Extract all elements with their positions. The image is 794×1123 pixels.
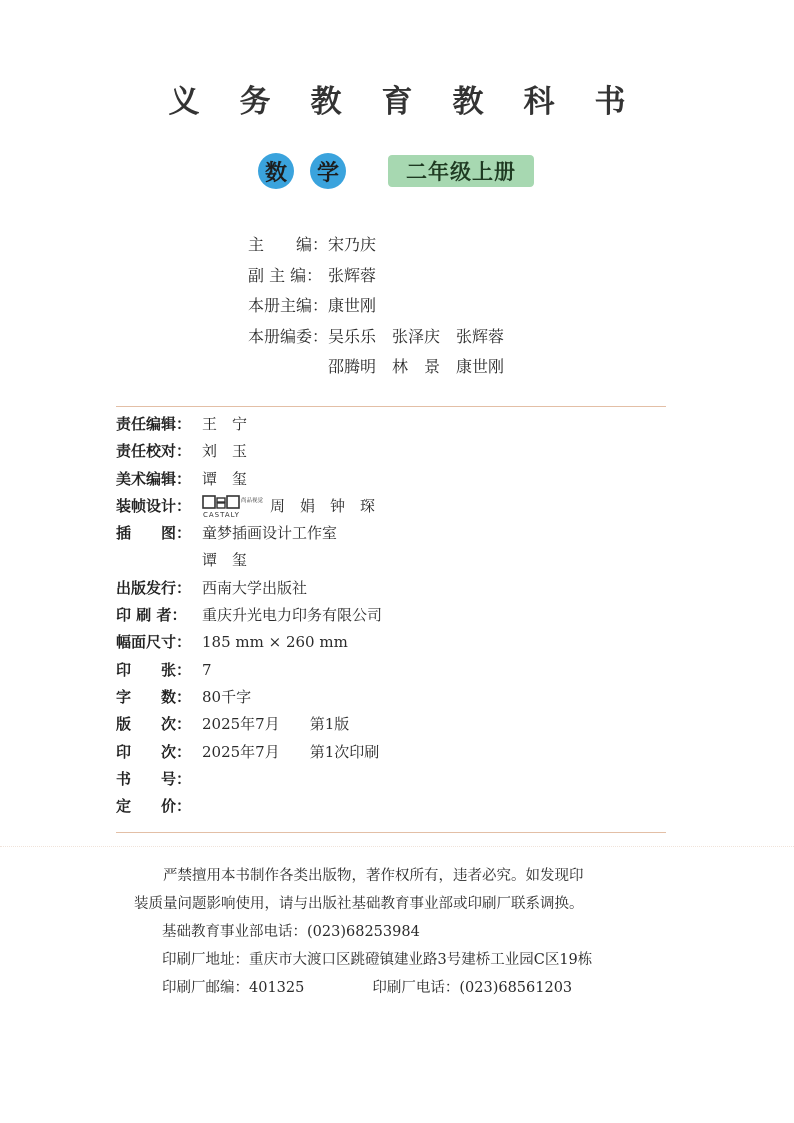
bottom-divider bbox=[116, 832, 666, 833]
credit-label: 装帧设计： bbox=[116, 496, 192, 515]
editor-row bbox=[248, 352, 504, 383]
credit-value: 周 娟 钟 琛 bbox=[270, 496, 376, 515]
editor-label: 本册编委： bbox=[248, 326, 329, 346]
editor-value: 邵腾明 林 景 康世刚 bbox=[328, 357, 505, 376]
printer-phone: 印刷厂电话：(023)68561203 bbox=[372, 980, 573, 996]
credit-label: 出版发行： bbox=[116, 578, 192, 597]
credit-value: 谭 玺 bbox=[202, 551, 248, 570]
credit-label: 定 价： bbox=[116, 797, 192, 816]
credit-row bbox=[116, 684, 676, 711]
grade-badge: 二年级上册 bbox=[388, 155, 534, 187]
credit-value: 谭 玺 bbox=[202, 469, 248, 488]
credit-label: 印 张： bbox=[116, 660, 192, 679]
credit-label: 字 数： bbox=[116, 687, 192, 706]
credit-label: 责任编辑： bbox=[116, 415, 192, 433]
credit-row bbox=[116, 793, 676, 820]
credit-row bbox=[116, 466, 676, 493]
credit-value: 重庆升光电力印务有限公司 bbox=[202, 606, 383, 625]
printer-address: 印刷厂地址：重庆市大渡口区跳磴镇建业路3号建桥工业园C区19栋 bbox=[162, 952, 593, 968]
credit-label: 印 刷 者： bbox=[116, 606, 187, 625]
editor-value: 康世刚 bbox=[328, 296, 377, 315]
credit-row bbox=[116, 411, 676, 438]
credit-label: 书 号： bbox=[116, 769, 192, 788]
editor-row bbox=[248, 322, 504, 353]
credit-label: 版 次： bbox=[116, 715, 192, 734]
credit-value: 王 宁 bbox=[202, 415, 248, 433]
editors-list bbox=[248, 230, 504, 383]
credit-value: 2025年7月 第1次印刷 bbox=[202, 742, 380, 761]
notice-line-1: 严禁擅用本书制作各类出版物，著作权所有，违者必究。如发现印 bbox=[163, 868, 584, 884]
credit-value: 西南大学出版社 bbox=[202, 578, 308, 597]
editor-value: 张辉蓉 bbox=[328, 265, 377, 285]
editor-row bbox=[248, 261, 504, 292]
credit-label: 幅面尺寸： bbox=[116, 633, 192, 652]
credit-label: 责任校对： bbox=[116, 442, 192, 461]
credit-value: 7 bbox=[202, 660, 212, 679]
notice-line-2: 装质量问题影响使用，请与出版社基础教育事业部或印刷厂联系调换。 bbox=[134, 896, 584, 912]
subject-char-1: 数 bbox=[258, 153, 294, 189]
credit-row bbox=[116, 602, 676, 629]
logo-text-bottom: CASTALY bbox=[203, 510, 240, 519]
editor-row bbox=[248, 230, 504, 261]
copyright-notice bbox=[134, 862, 664, 1002]
editor-label: 本册主编： bbox=[248, 296, 329, 315]
credit-label: 美术编辑： bbox=[116, 469, 192, 488]
credit-row bbox=[116, 766, 676, 793]
credit-row bbox=[116, 657, 676, 684]
series-title: 义务教育教科书 bbox=[168, 84, 666, 120]
credit-value: 80千字 bbox=[202, 687, 252, 706]
credit-row bbox=[116, 629, 676, 656]
credit-value: 2025年7月 第1版 bbox=[202, 715, 350, 734]
printer-postcode-phone bbox=[134, 974, 664, 1002]
editor-label bbox=[248, 352, 328, 383]
credit-value: 185 mm × 260 mm bbox=[202, 633, 348, 652]
top-divider bbox=[116, 406, 666, 407]
subject-char-2: 学 bbox=[310, 153, 346, 189]
editor-row bbox=[248, 291, 504, 322]
editor-label: 主 编： bbox=[248, 235, 329, 254]
credit-row bbox=[116, 520, 676, 547]
credit-row bbox=[116, 739, 676, 766]
dotted-separator bbox=[0, 846, 794, 847]
credit-label: 印 次： bbox=[116, 742, 192, 761]
logo-text-top: 尚品视觉 bbox=[241, 497, 264, 504]
credit-row bbox=[116, 438, 676, 465]
editor-value: 吴乐乐 张泽庆 张辉蓉 bbox=[328, 326, 505, 346]
castaly-logo bbox=[202, 495, 264, 519]
credit-row bbox=[116, 711, 676, 738]
credit-label: 插 图： bbox=[116, 524, 192, 543]
credit-row bbox=[116, 493, 676, 520]
dept-phone: 基础教育事业部电话：(023)68253984 bbox=[162, 924, 420, 940]
credit-value: 刘 玉 bbox=[202, 442, 248, 461]
credit-row bbox=[116, 575, 676, 602]
printer-postcode: 印刷厂邮编：401325 bbox=[162, 980, 305, 996]
editor-label: 副 主 编： bbox=[248, 265, 323, 285]
credit-value: 童梦插画设计工作室 bbox=[202, 524, 338, 543]
credit-row bbox=[116, 547, 676, 574]
editor-value: 宋乃庆 bbox=[328, 235, 377, 254]
credits-list bbox=[116, 411, 676, 820]
